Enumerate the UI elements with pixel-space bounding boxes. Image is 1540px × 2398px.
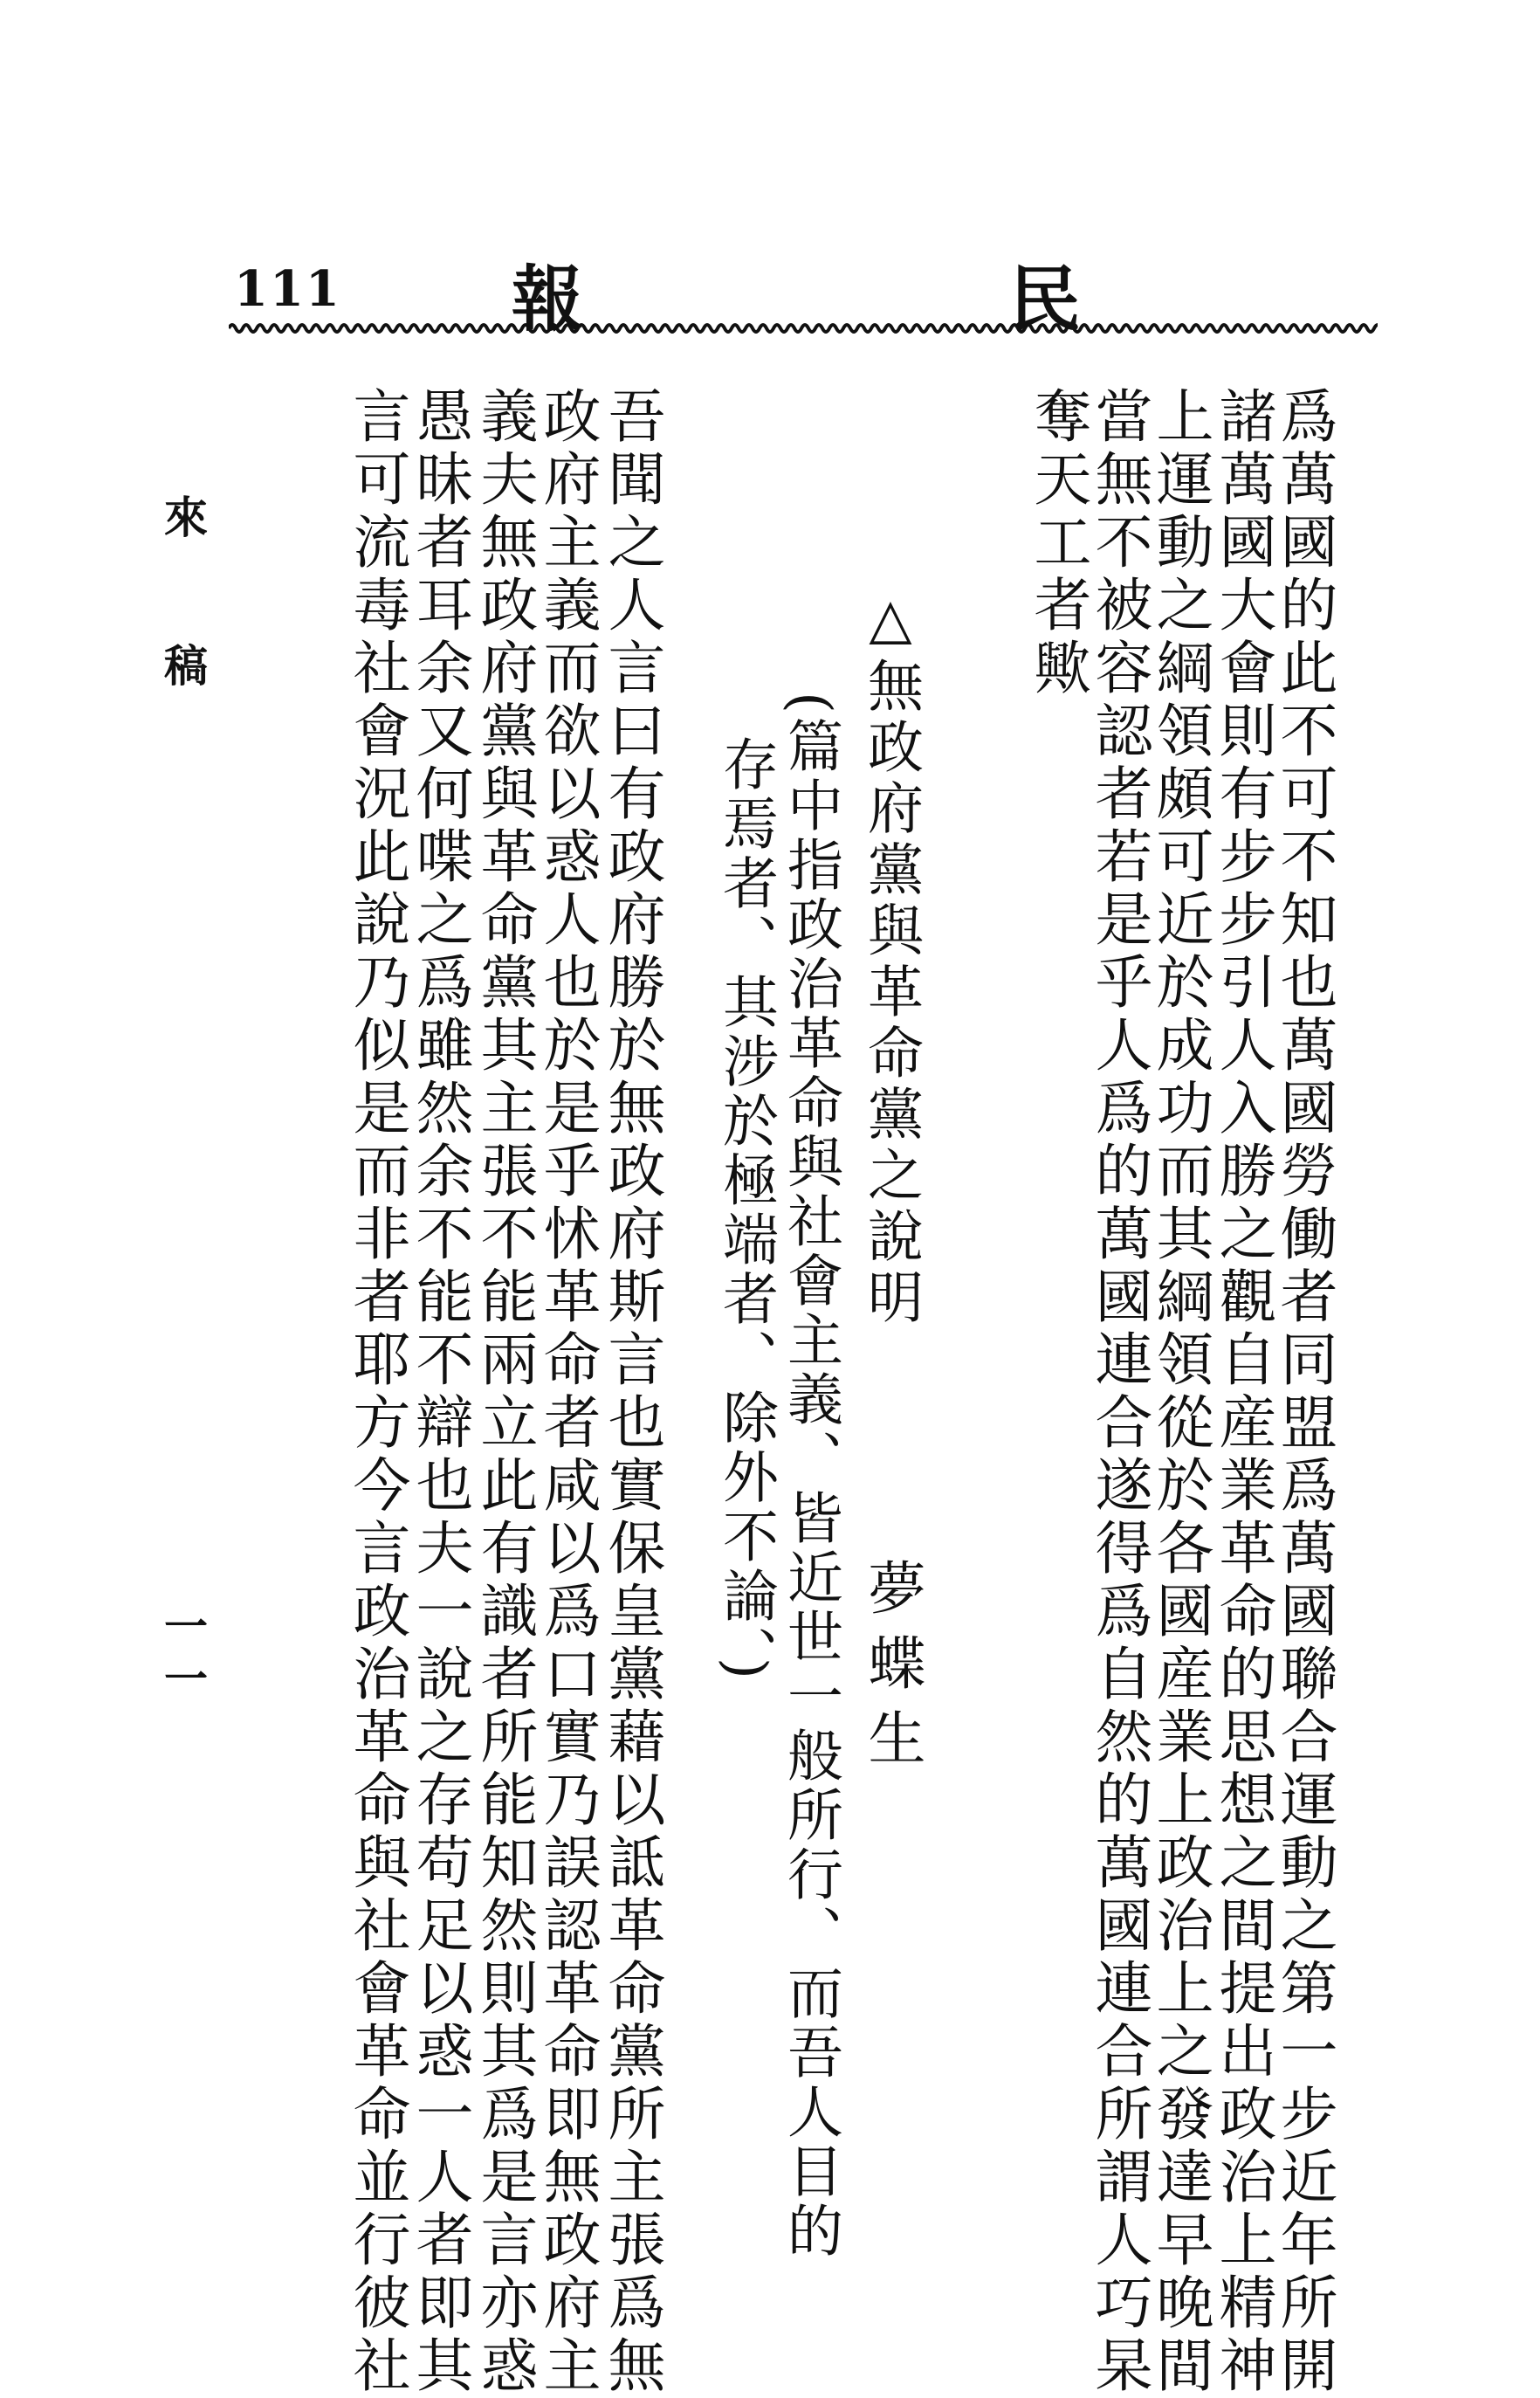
text-column: 吾聞之人言曰有政府勝於無政府斯言也實保皇黨藉以詆革命黨所主張爲無 <box>598 386 665 2398</box>
text-column: 爲萬國的此不可不知也萬國勞働者同盟爲萬國聯合運動之第一步近年所開 <box>1270 386 1337 2398</box>
masthead-title-right: 民 <box>1009 258 1082 341</box>
masthead-title-left: 報 <box>512 258 584 341</box>
text-column: 義夫無政府黨與革命黨其主張不能兩立此有識者所能知然則其爲是言亦惑 <box>471 386 538 2398</box>
text-column: 言可流毒社會況此說乃似是而非者耶方今言政治革命與社會革命並行彼社 <box>343 386 410 2398</box>
text-column: 諸萬國大會則有步步引人入勝之觀自産業革命的思想之間提出政治上精神 <box>1209 386 1276 2398</box>
text-column: 政府主義而欲以惑人也於是乎怵革命者咸以爲口實乃誤認革命即無政府主 <box>533 386 601 2398</box>
text-column: 奪天工者歟 <box>1024 386 1091 700</box>
leaf-number: 一一 <box>157 1603 209 1708</box>
page-number: 111 <box>234 260 341 318</box>
section-label: 來稿 <box>157 494 209 791</box>
article-author: 夢蝶生 <box>858 1558 925 1783</box>
text-column: 當無不被容認者若是乎人爲的萬國連合遂得爲自然的萬國連合所謂人巧杲 <box>1085 386 1152 2398</box>
text-column: 愚昧者耳余又何喋之爲雖然余不能不辯也夫一說之存苟足以惑一人者即其 <box>406 386 473 2398</box>
text-column: 上運動之綱領頗可近於成功而其綱領從於各國産業上政治上之發達早晚間 <box>1146 386 1213 2398</box>
wavy-header-rule <box>229 318 1378 339</box>
article-heading: △無政府黨與革命黨之說明 <box>858 587 923 1329</box>
article-note: (篇中指政治革命與社會主義、皆近世一般所行、而吾人目的 <box>778 692 842 2261</box>
article-note: 存焉者、其涉於極端者、除外不論、) <box>713 735 778 1683</box>
